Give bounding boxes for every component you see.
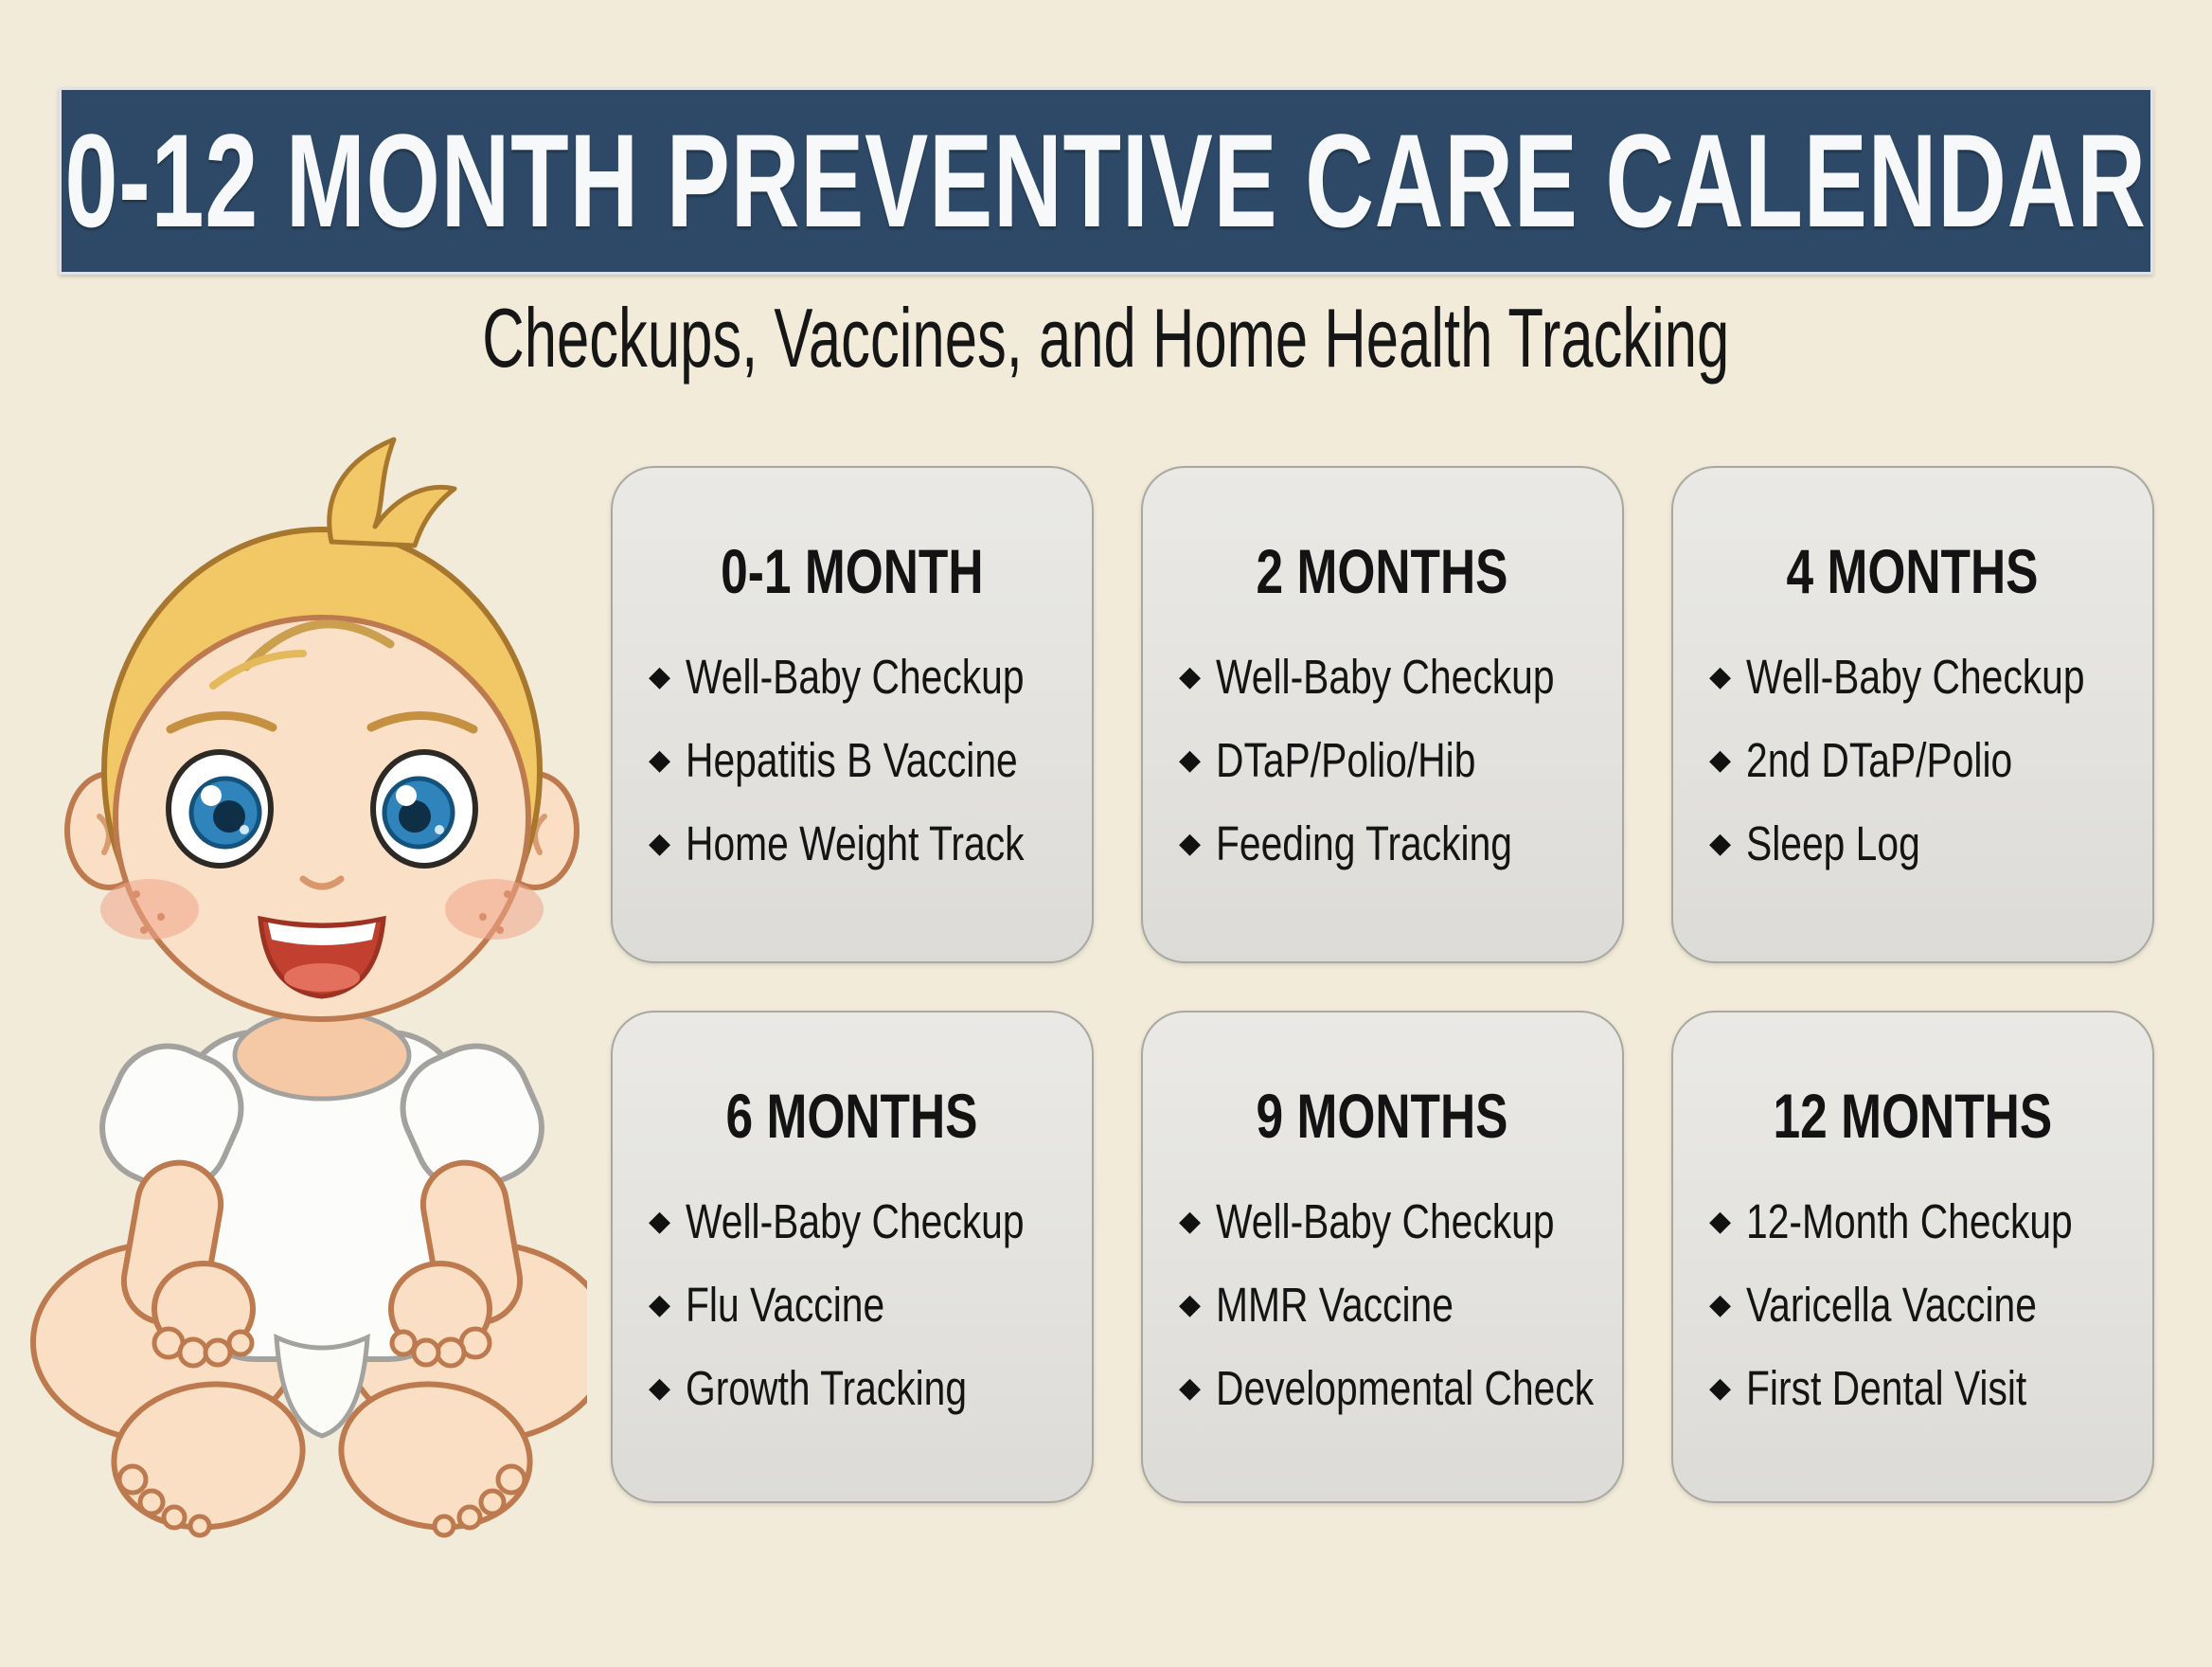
checklist [613,1196,1092,1414]
diamond-bullet-icon: ◆ [649,744,671,777]
diamond-bullet-icon: ◆ [1179,661,1202,693]
month-card-title-wrap [613,536,1092,606]
month-card-title-wrap [1673,1081,2152,1151]
checklist [1673,652,2152,869]
diamond-bullet-icon: ◆ [1709,1206,1732,1238]
item-text: Well-Baby Checkup [1216,1194,1555,1248]
diamond-bullet-icon: ◆ [649,661,671,693]
checklist-item [1709,735,2079,786]
checklist [613,652,1092,869]
month-card-title: 6 MONTHS [725,1081,979,1151]
diamond-bullet-icon: ◆ [649,1289,671,1321]
diamond-bullet-icon: ◆ [1709,828,1732,860]
diamond-bullet-icon: ◆ [1709,1289,1732,1321]
checklist-item [649,652,1109,703]
item-text: Growth Tracking [686,1361,968,1416]
checklist-item [1709,1363,2096,1414]
header-band [59,87,2153,275]
checklist-item [1709,1196,2154,1247]
item-text: 12-Month Checkup [1746,1194,2073,1248]
diamond-bullet-icon: ◆ [649,828,671,860]
baby-illustration [19,352,587,1546]
checklist-item [649,1196,1109,1247]
diamond-bullet-icon: ◆ [649,1372,671,1405]
item-text: Feeding Tracking [1216,816,1513,871]
month-card-title: 9 MONTHS [1256,1081,1509,1151]
diamond-bullet-icon: ◆ [1709,744,1732,777]
item-text: Well-Baby Checkup [1216,650,1555,704]
month-card-0-1-month [611,466,1094,963]
month-card-title-wrap [1673,536,2152,606]
checklist-item [1709,652,2169,703]
checklist [1143,1196,1622,1414]
item-text: Varicella Vaccine [1746,1278,2037,1333]
diamond-bullet-icon: ◆ [1179,744,1202,777]
checklist-item [649,818,1109,869]
checklist [1143,652,1622,869]
item-text: Well-Baby Checkup [1746,650,2085,704]
checklist-item [1709,1280,2110,1331]
checklist-item [649,1363,1037,1414]
month-card-12-months [1671,1011,2154,1503]
month-card-title: 0-1 MONTH [721,536,984,606]
month-card-title: 4 MONTHS [1786,536,2040,606]
checklist-item [649,735,1101,786]
month-card-9-months [1141,1011,1624,1503]
checklist-item [1179,818,1586,869]
checklist-item [1179,652,1639,703]
diamond-bullet-icon: ◆ [1179,1289,1202,1321]
month-card-title-wrap [613,1081,1092,1151]
diamond-bullet-icon: ◆ [1179,828,1202,860]
diamond-bullet-icon: ◆ [1709,1372,1732,1405]
item-text: Sleep Log [1746,816,1920,871]
item-text: First Dental Visit [1746,1361,2027,1416]
checklist-item [1179,1363,1688,1414]
item-text: Well-Baby Checkup [686,1194,1025,1248]
checklist [1673,1196,2152,1414]
diamond-bullet-icon: ◆ [1179,1372,1202,1405]
checklist-item [1179,1280,1513,1331]
month-card-title: 12 MONTHS [1773,1081,2053,1151]
month-card-2-months [1141,466,1624,963]
diamond-bullet-icon: ◆ [649,1206,671,1238]
poster-title: 0-12 MONTH PREVENTIVE CARE CALENDAR [64,106,2148,255]
month-card-4-months [1671,466,2154,963]
poster-subtitle: Checkups, Vaccines, and Home Health Tracking [482,291,1730,385]
item-text: Flu Vaccine [686,1278,885,1333]
item-text: DTaP/Polio/Hib [1216,733,1476,788]
item-text: Well-Baby Checkup [686,650,1025,704]
item-text: 2nd DTaP/Polio [1746,733,2013,788]
baby-illustration-svg [19,352,587,1546]
month-card-title: 2 MONTHS [1256,536,1509,606]
diamond-bullet-icon: ◆ [1179,1206,1202,1238]
item-text: MMR Vaccine [1216,1278,1454,1333]
month-card-title-wrap [1143,536,1622,606]
checklist-item [1179,735,1541,786]
month-card-title-wrap [1143,1081,1622,1151]
diamond-bullet-icon: ◆ [1709,661,1732,693]
item-text: Home Weight Track [686,816,1025,871]
month-card-6-months [611,1011,1094,1503]
checklist-item [649,1280,935,1331]
months-grid [611,466,2164,1508]
checklist-item [1709,818,1964,869]
checklist-item [1179,1196,1639,1247]
item-text: Developmental Check [1216,1361,1595,1416]
item-text: Hepatitis B Vaccine [686,733,1018,788]
